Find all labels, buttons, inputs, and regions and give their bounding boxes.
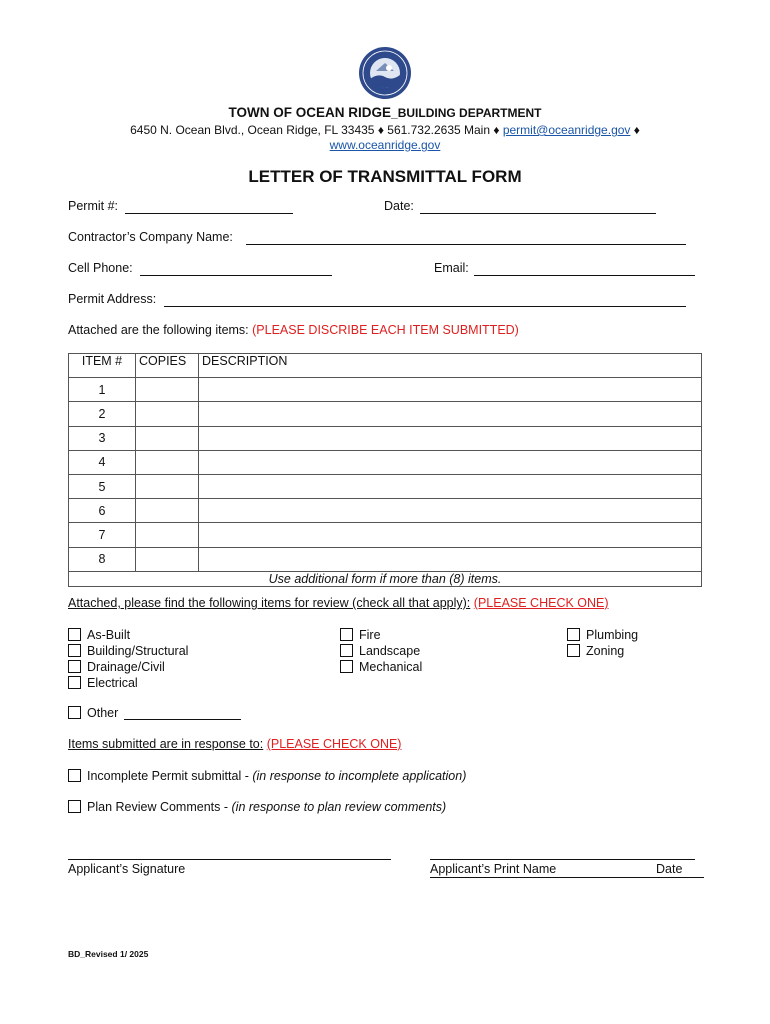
email-field[interactable] [474,263,695,276]
review-label: Attached, please find the following items for review (check all that apply): [68,596,471,610]
attached-items-line [68,323,519,337]
checkbox-plan-review[interactable] [68,800,81,813]
description-cell[interactable] [199,426,702,450]
town-name: TOWN OF OCEAN RIDGE [228,105,392,120]
review-heading [68,596,609,610]
item-number-cell: 8 [69,547,136,571]
attached-items-label: Attached are the following items: [68,323,249,337]
checkbox[interactable] [340,628,353,641]
print-name-label: Applicant’s Print Name [430,862,557,876]
item-number-cell: 5 [69,474,136,498]
review-option[interactable]: Plumbing [567,627,638,643]
copies-cell[interactable] [136,426,199,450]
review-column-2 [340,627,422,675]
copies-cell[interactable] [136,499,199,523]
header-website [0,138,770,152]
company-field[interactable] [246,232,686,245]
copies-cell[interactable] [136,547,199,571]
signature-line[interactable] [68,859,391,860]
permit-field[interactable] [125,201,293,214]
description-cell[interactable] [199,402,702,426]
copies-cell[interactable] [136,474,199,498]
town-seal-logo [358,46,412,100]
revision-footer: BD_Revised 1/ 2025 [68,949,149,959]
other-label: Other [87,706,119,720]
header-address [0,123,770,137]
response-option-incomplete[interactable]: Incomplete Permit submittal - (in response to incomplete application) [68,768,466,784]
table-row [69,426,702,450]
header-item-number: ITEM # [69,354,136,378]
description-cell[interactable] [199,547,702,571]
email-link[interactable]: permit@oceanridge.gov [502,123,631,137]
response-label: Items submitted are in response to: [68,737,264,751]
table-row [69,450,702,474]
review-column-3 [567,627,638,659]
items-table-footer-row [69,571,702,586]
review-column-1 [68,627,188,691]
item-number-cell: 1 [69,378,136,402]
copies-cell[interactable] [136,402,199,426]
review-option[interactable]: Fire [340,627,422,643]
date-field[interactable] [420,201,656,214]
table-row [69,402,702,426]
other-field[interactable] [124,707,241,720]
review-option[interactable]: Landscape [340,643,422,659]
copies-cell[interactable] [136,378,199,402]
copies-cell[interactable] [136,523,199,547]
checkbox[interactable] [340,644,353,657]
review-option[interactable]: Mechanical [340,659,422,675]
review-option[interactable]: Drainage/Civil [68,659,188,675]
signature-underline [430,877,704,878]
review-option-other[interactable] [68,705,118,721]
website-link[interactable]: www.oceanridge.gov [329,138,441,152]
description-cell[interactable] [199,499,702,523]
item-number-cell: 6 [69,499,136,523]
checkbox[interactable] [567,644,580,657]
description-cell[interactable] [199,378,702,402]
items-table-header-row [69,354,702,378]
items-table [68,353,702,587]
date-signature-label: Date [656,862,683,876]
description-cell[interactable] [199,474,702,498]
copies-cell[interactable] [136,450,199,474]
permit-address-field[interactable] [164,294,686,307]
diamond-separator: ♦ [633,123,640,137]
item-number-cell: 2 [69,402,136,426]
review-option[interactable]: As-Built [68,627,188,643]
attached-items-instruction: (PLEASE DISCRIBE EACH ITEM SUBMITTED) [252,323,519,337]
item-number-cell: 7 [69,523,136,547]
table-row [69,547,702,571]
review-instruction: (PLEASE CHECK ONE) [473,596,609,610]
items-table-footer: Use additional form if more than (8) items. [69,571,702,586]
header-title [0,105,770,120]
incomplete-note: (in response to incomplete application) [252,769,467,783]
checkbox[interactable] [340,660,353,673]
address-phone: 6450 N. Ocean Blvd., Ocean Ridge, FL 33435 ♦ 561.732.2635 Main ♦ [130,123,500,137]
response-option-plan-review[interactable]: Plan Review Comments - (in response to plan review comments) [68,799,446,815]
response-heading [68,737,401,751]
checkbox[interactable] [68,644,81,657]
review-option[interactable]: Electrical [68,675,188,691]
review-option[interactable]: Zoning [567,643,638,659]
checkbox[interactable] [68,660,81,673]
permit-address-label: Permit Address: [68,292,157,306]
response-instruction: (PLEASE CHECK ONE) [266,737,402,751]
header-description: DESCRIPTION [199,354,702,378]
checkbox-other[interactable] [68,706,81,719]
department-name: _BUILDING DEPARTMENT [391,106,542,120]
review-option[interactable]: Building/Structural [68,643,188,659]
checkbox[interactable] [68,628,81,641]
table-row [69,474,702,498]
item-number-cell: 4 [69,450,136,474]
item-number-cell: 3 [69,426,136,450]
applicant-signature-label: Applicant’s Signature [68,862,186,876]
header-copies: COPIES [136,354,199,378]
plan-review-note: (in response to plan review comments) [231,800,447,814]
print-name-line[interactable] [430,859,695,860]
cell-phone-field[interactable] [140,263,332,276]
cell-phone-label: Cell Phone: [68,261,133,275]
email-label: Email: [434,261,469,275]
date-label: Date: [384,199,414,213]
table-row [69,523,702,547]
description-cell[interactable] [199,523,702,547]
description-cell[interactable] [199,450,702,474]
permit-label: Permit #: [68,199,119,213]
checkbox-incomplete[interactable] [68,769,81,782]
form-title: LETTER OF TRANSMITTAL FORM [248,167,522,186]
checkbox[interactable] [68,676,81,689]
table-row [69,499,702,523]
table-row [69,378,702,402]
company-label: Contractor’s Company Name: [68,230,233,244]
checkbox[interactable] [567,628,580,641]
